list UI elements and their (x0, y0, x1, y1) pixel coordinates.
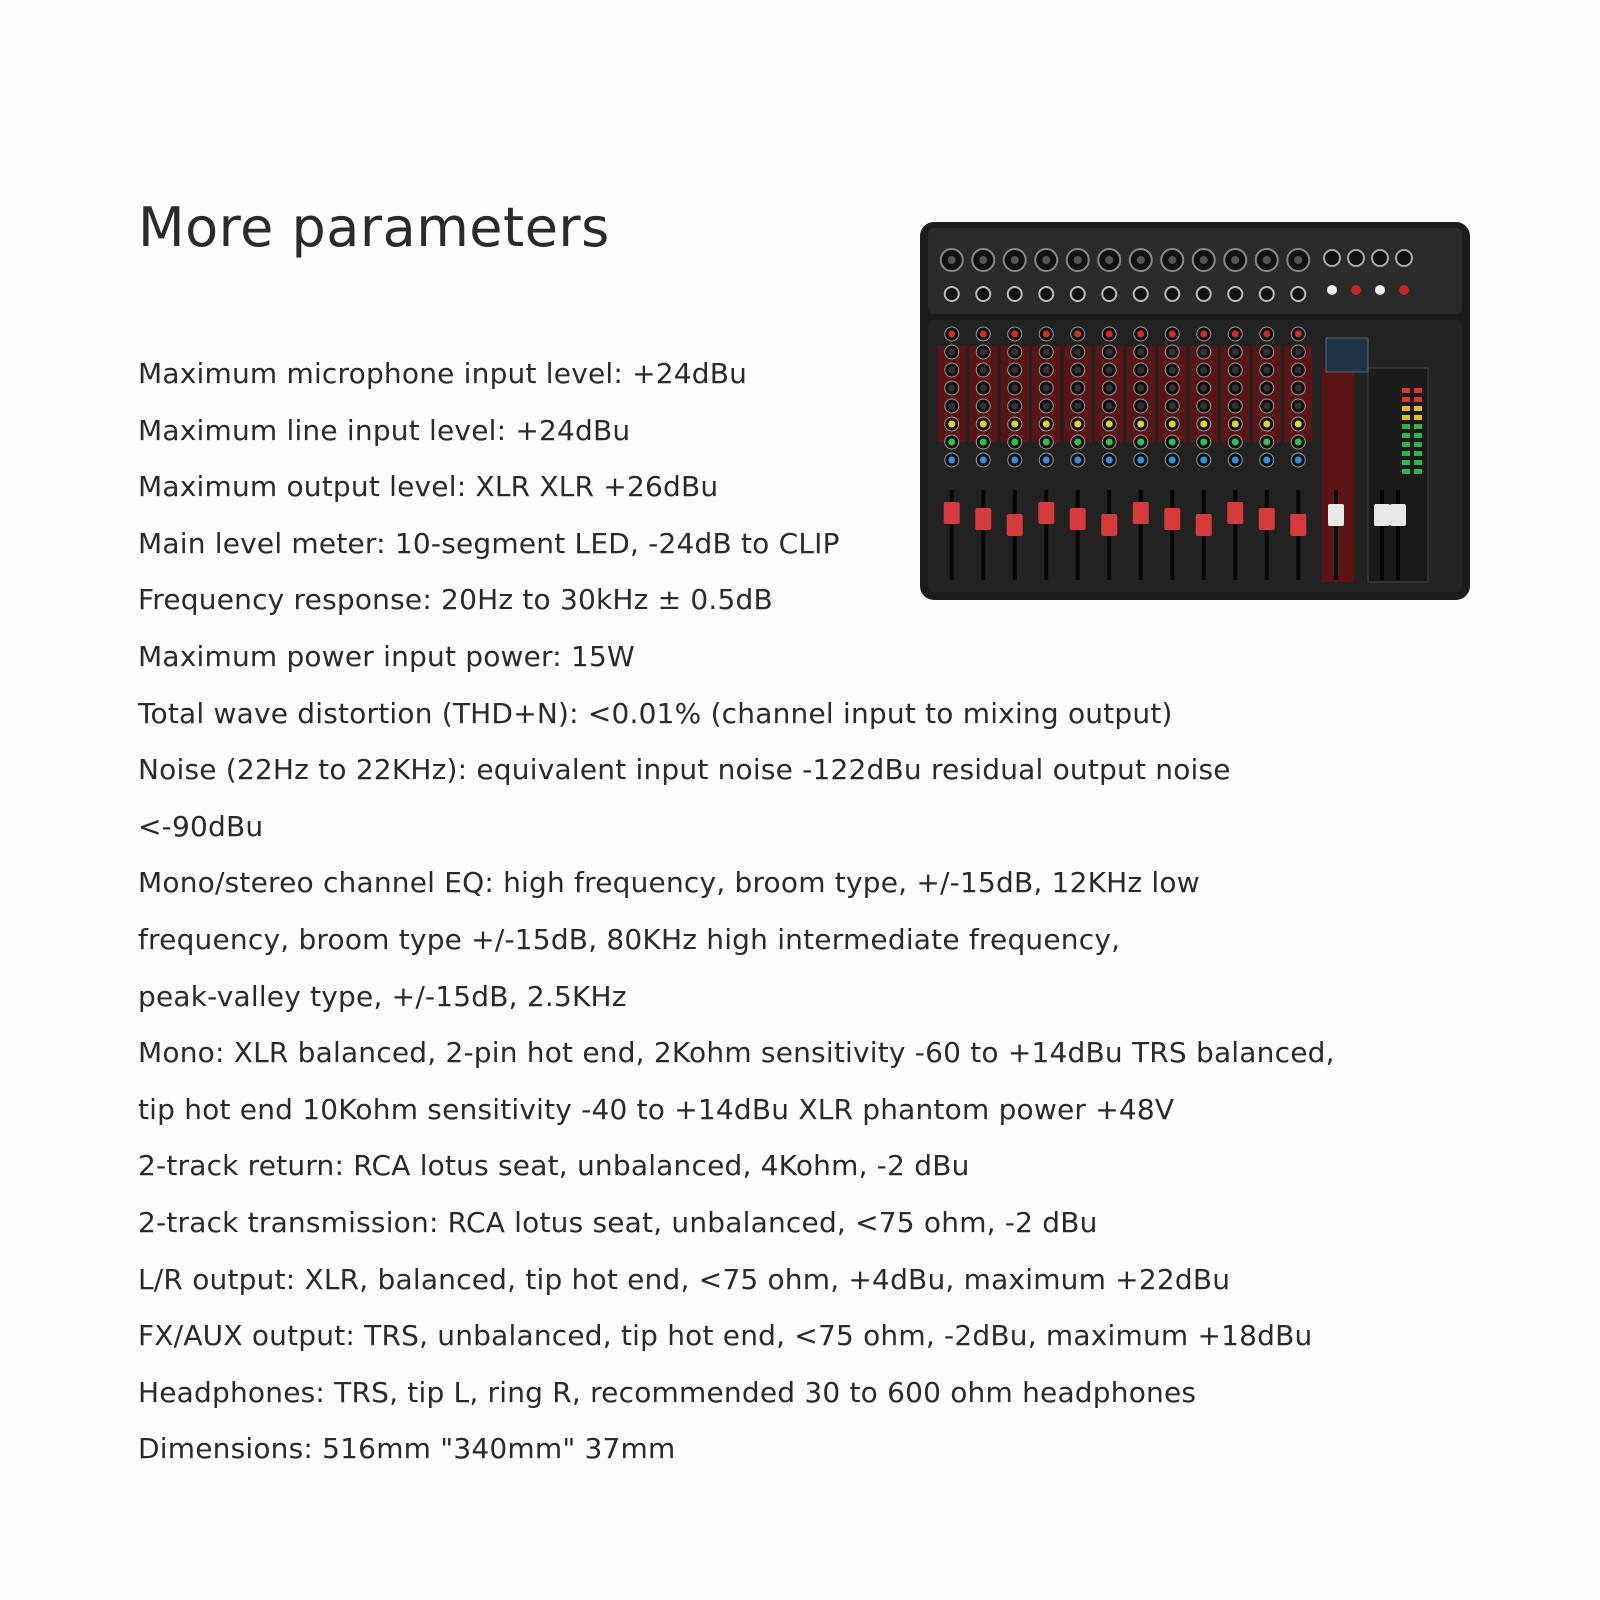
knob-cap (1295, 367, 1302, 374)
led-segment (1402, 460, 1410, 465)
knob-cap (1232, 421, 1239, 428)
knob-cap (1137, 421, 1144, 428)
knob-cap (1074, 439, 1081, 446)
knob-cap (1043, 439, 1050, 446)
jack-input-icon (1197, 287, 1211, 301)
fader-cap (1374, 504, 1390, 526)
knob-cap (1169, 439, 1176, 446)
rca-jack-icon (1399, 285, 1409, 295)
knob-cap (1137, 349, 1144, 356)
spec-line: Dimensions: 516mm "340mm" 37mm (138, 1432, 676, 1466)
led-segment (1402, 451, 1410, 456)
output-jack-icon (1396, 250, 1412, 266)
knob-cap (1043, 349, 1050, 356)
knob-cap (1263, 403, 1270, 410)
knob-cap (1137, 385, 1144, 392)
knob-cap (1011, 367, 1018, 374)
led-segment (1414, 424, 1422, 429)
led-segment (1402, 415, 1410, 420)
fader-slot (1380, 490, 1384, 580)
knob-cap (1011, 385, 1018, 392)
knob-cap (948, 349, 955, 356)
knob-cap (1295, 403, 1302, 410)
knob-cap (1200, 385, 1207, 392)
spec-line: Maximum microphone input level: +24dBu (138, 357, 748, 390)
knob-cap (948, 385, 955, 392)
xlr-pin (1200, 256, 1208, 264)
jack-input-icon (1071, 287, 1085, 301)
knob-cap (948, 367, 955, 374)
fader-cap (1164, 508, 1180, 530)
rca-jack-icon (1327, 285, 1337, 295)
knob-cap (1043, 403, 1050, 410)
knob-cap (1043, 331, 1050, 338)
knob-cap (1169, 349, 1176, 356)
knob-cap (1137, 439, 1144, 446)
xlr-pin (1042, 256, 1050, 264)
knob-cap (1011, 349, 1018, 356)
mixer-top-panel (928, 228, 1462, 314)
led-segment (1414, 406, 1422, 411)
knob-cap (1263, 439, 1270, 446)
xlr-pin (1168, 256, 1176, 264)
led-segment (1414, 397, 1422, 402)
knob-cap (1074, 349, 1081, 356)
knob-cap (980, 457, 987, 464)
xlr-pin (1011, 256, 1019, 264)
knob-cap (980, 349, 987, 356)
output-jack-icon (1348, 250, 1364, 266)
knob-cap (1295, 385, 1302, 392)
knob-cap (1263, 385, 1270, 392)
output-jack-icon (1372, 250, 1388, 266)
led-segment (1414, 442, 1422, 447)
jack-input-icon (976, 287, 990, 301)
knob-cap (1137, 367, 1144, 374)
fader-cap (1390, 504, 1406, 526)
knob-cap (1137, 403, 1144, 410)
spec-line: peak-valley type, +/-15dB, 2.5KHz (138, 979, 627, 1013)
fader-slot (981, 490, 985, 580)
knob-cap (1011, 403, 1018, 410)
xlr-pin (1263, 256, 1271, 264)
fader-slot (1265, 490, 1269, 580)
xlr-pin (1105, 256, 1113, 264)
knob-cap (980, 403, 987, 410)
fader-cap (1070, 508, 1086, 530)
rca-jack-icon (1375, 285, 1385, 295)
led-segment (1414, 469, 1422, 474)
knob-cap (1169, 385, 1176, 392)
fader-cap (1259, 508, 1275, 530)
xlr-pin (1074, 256, 1082, 264)
knob-cap (1200, 439, 1207, 446)
knob-cap (1137, 457, 1144, 464)
jack-input-icon (1008, 287, 1022, 301)
knob-cap (1169, 367, 1176, 374)
knob-cap (980, 331, 987, 338)
knob-cap (1232, 367, 1239, 374)
led-segment (1414, 460, 1422, 465)
product-image (918, 218, 1478, 608)
fader-cap (1101, 514, 1117, 536)
spec-line: Noise (22Hz to 22KHz): equivalent input noise -122dBu residual output noise (138, 753, 1231, 787)
knob-cap (1232, 385, 1239, 392)
spec-line: Maximum line input level: +24dBu (138, 413, 631, 447)
audio-mixer-icon (918, 218, 1478, 608)
knob-cap (1106, 385, 1113, 392)
knob-cap (1200, 457, 1207, 464)
spec-line: <-90dBu (138, 809, 264, 843)
knob-cap (1295, 439, 1302, 446)
knob-cap (1200, 331, 1207, 338)
knob-cap (1169, 457, 1176, 464)
knob-cap (1200, 421, 1207, 428)
led-segment (1414, 415, 1422, 420)
knob-cap (1232, 439, 1239, 446)
knob-cap (948, 421, 955, 428)
led-segment (1414, 451, 1422, 456)
page-title: More parameters (138, 196, 610, 259)
fader-cap (1227, 502, 1243, 524)
fader-slot (1076, 490, 1080, 580)
knob-cap (1232, 331, 1239, 338)
spec-line: Maximum power input power: 15W (138, 639, 635, 673)
knob-cap (1074, 403, 1081, 410)
knob-cap (1106, 403, 1113, 410)
spec-line: Mono: XLR balanced, 2-pin hot end, 2Kohm sensitivity -60 to +14dBu TRS balanced, (138, 1036, 1335, 1070)
knob-cap (1169, 331, 1176, 338)
knob-cap (980, 367, 987, 374)
knob-cap (1106, 349, 1113, 356)
led-segment (1402, 469, 1410, 474)
fader-cap (1007, 514, 1023, 536)
led-segment (1402, 388, 1410, 393)
spec-line: Mono/stereo channel EQ: high frequency, broom type, +/-15dB, 12KHz low (138, 866, 1200, 900)
fader-cap (1133, 502, 1149, 524)
knob-cap (1232, 403, 1239, 410)
knob-cap (980, 421, 987, 428)
jack-input-icon (1134, 287, 1148, 301)
knob-cap (1011, 439, 1018, 446)
spec-line: 2-track return: RCA lotus seat, unbalanced, 4Kohm, -2 dBu (138, 1149, 970, 1183)
xlr-pin (948, 256, 956, 264)
knob-cap (1106, 439, 1113, 446)
led-segment (1402, 424, 1410, 429)
spec-line: Total wave distortion (THD+N): <0.01% (channel input to mixing output) (138, 696, 1173, 730)
led-segment (1402, 442, 1410, 447)
fader-cap (944, 502, 960, 524)
knob-cap (1106, 331, 1113, 338)
knob-cap (1263, 421, 1270, 428)
knob-cap (1263, 331, 1270, 338)
knob-cap (948, 331, 955, 338)
spec-line: Frequency response: 20Hz to 30kHz ± 0.5dB (138, 583, 773, 617)
spec-line: FX/AUX output: TRS, unbalanced, tip hot end, <75 ohm, -2dBu, maximum +18dBu (138, 1319, 1313, 1353)
knob-cap (1106, 367, 1113, 374)
display-screen (1326, 338, 1368, 372)
knob-cap (1263, 349, 1270, 356)
knob-cap (1263, 367, 1270, 374)
knob-cap (1074, 367, 1081, 374)
fader-cap (1038, 502, 1054, 524)
led-segment (1402, 406, 1410, 411)
output-jack-icon (1324, 250, 1340, 266)
knob-cap (1169, 403, 1176, 410)
knob-cap (1011, 421, 1018, 428)
led-segment (1402, 397, 1410, 402)
knob-cap (1043, 385, 1050, 392)
knob-cap (1043, 421, 1050, 428)
xlr-pin (1137, 256, 1145, 264)
fader-slot (1334, 490, 1338, 580)
knob-cap (1074, 385, 1081, 392)
knob-cap (1137, 331, 1144, 338)
knob-cap (1263, 457, 1270, 464)
knob-cap (1074, 457, 1081, 464)
xlr-pin (1294, 256, 1302, 264)
xlr-pin (979, 256, 987, 264)
knob-cap (1232, 457, 1239, 464)
knob-cap (948, 403, 955, 410)
knob-cap (1200, 403, 1207, 410)
knob-cap (1011, 457, 1018, 464)
knob-cap (1106, 457, 1113, 464)
fader-slot (1170, 490, 1174, 580)
knob-cap (1169, 421, 1176, 428)
spec-line: tip hot end 10Kohm sensitivity -40 to +14dBu XLR phantom power +48V (138, 1092, 1175, 1126)
spec-line: 2-track transmission: RCA lotus seat, unbalanced, <75 ohm, -2 dBu (138, 1205, 1098, 1239)
knob-cap (1200, 349, 1207, 356)
spec-line: frequency, broom type +/-15dB, 80KHz high intermediate frequency, (138, 922, 1121, 956)
rca-jack-icon (1351, 285, 1361, 295)
knob-cap (948, 457, 955, 464)
knob-cap (1043, 457, 1050, 464)
knob-cap (1295, 331, 1302, 338)
knob-cap (1232, 349, 1239, 356)
led-segment (1414, 388, 1422, 393)
jack-input-icon (1260, 287, 1274, 301)
knob-cap (1074, 331, 1081, 338)
led-segment (1414, 433, 1422, 438)
jack-input-icon (945, 287, 959, 301)
jack-input-icon (1039, 287, 1053, 301)
fader-slot (1396, 490, 1400, 580)
fader-cap (1290, 514, 1306, 536)
spec-line: Main level meter: 10-segment LED, -24dB to CLIP (138, 526, 840, 560)
fader-cap (1328, 504, 1344, 526)
knob-cap (1043, 367, 1050, 374)
knob-cap (980, 439, 987, 446)
knob-cap (980, 385, 987, 392)
knob-cap (1106, 421, 1113, 428)
spec-line: Maximum output level: XLR XLR +26dBu (138, 470, 719, 504)
knob-cap (1074, 421, 1081, 428)
jack-input-icon (1102, 287, 1116, 301)
spec-line: Headphones: TRS, tip L, ring R, recommended 30 to 600 ohm headphones (138, 1375, 1197, 1409)
spec-line: L/R output: XLR, balanced, tip hot end, <75 ohm, +4dBu, maximum +22dBu (138, 1262, 1231, 1296)
knob-cap (1200, 367, 1207, 374)
jack-input-icon (1291, 287, 1305, 301)
knob-cap (1295, 421, 1302, 428)
knob-cap (1295, 457, 1302, 464)
knob-cap (948, 439, 955, 446)
knob-cap (1011, 331, 1018, 338)
knob-cap (1295, 349, 1302, 356)
jack-input-icon (1165, 287, 1179, 301)
xlr-pin (1231, 256, 1239, 264)
led-segment (1402, 433, 1410, 438)
jack-input-icon (1228, 287, 1242, 301)
fader-cap (1196, 514, 1212, 536)
fader-cap (975, 508, 991, 530)
